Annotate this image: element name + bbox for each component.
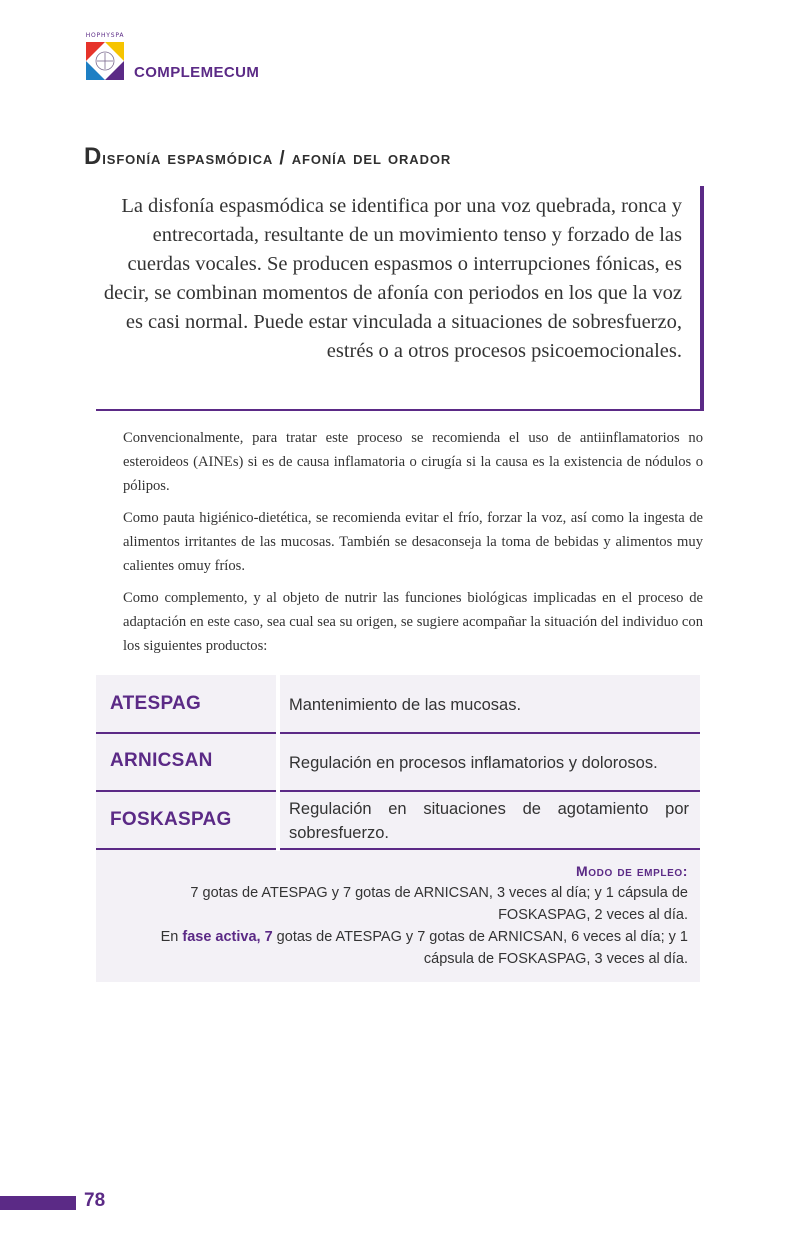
usage-rest: gotas de ATESPAG y 7 gotas de ARNICSAN, 6 veces al día; y 1	[272, 929, 688, 945]
column-divider	[276, 675, 280, 732]
column-divider	[276, 792, 280, 848]
intro-text: La disfonía espasmódica se identifica por una voz quebrada, ronca y entrecortada, resultante de un movimiento tenso y forzado de las cuerdas vocales. Se producen espasmos o interrupciones fónicas, es decir, se combinan momentos de afonía con periodos en los que la voz es casi normal. Puede estar vinculada a situaciones de sobresfuerzo, estrés o a otros procesos psicoemocionales.	[103, 195, 682, 362]
body-text	[123, 426, 703, 666]
active-phase-highlight: fase activa, 7	[182, 929, 273, 945]
logo-mark-icon	[86, 42, 124, 80]
footer-bar	[0, 1196, 76, 1210]
products-table	[96, 675, 700, 982]
product-name: ARNICSAN	[110, 750, 213, 771]
usage-instructions	[96, 860, 700, 970]
brand-title: COMPLEMECUM	[134, 64, 260, 81]
usage-line: 7 gotas de ATESPAG y 7 gotas de ARNICSAN, 3 veces al día; y 1 cápsula de	[190, 885, 688, 901]
product-name: FOSKASPAG	[110, 809, 232, 830]
usage-line: cápsula de FOSKASPAG, 3 veces al día.	[423, 951, 688, 967]
hophyspa-logo	[84, 32, 126, 82]
product-desc: Regulación en procesos inflamatorios y dolorosos.	[289, 754, 658, 772]
logo-text: HOPHYSPA	[85, 32, 125, 39]
page-number: 78	[84, 1190, 106, 1211]
row-divider	[96, 848, 700, 850]
product-row	[96, 792, 700, 848]
title-initial: D	[84, 143, 103, 170]
paragraph-complement: Como complemento, y al objeto de nutrir las funciones biológicas implicadas en el proceso de adaptación en este caso, sea cual sea su origen, se sugiere acompañar la situación del individuo con los siguientes productos:	[123, 590, 703, 654]
product-desc: Mantenimiento de las mucosas.	[289, 696, 522, 714]
paragraph-conventional: Convencionalmente, para tratar este proceso se recomienda el uso de antiinflamatorios no esteroideos (AINEs) si es de causa inflamatoria o cirugía si la causa es la existencia de nódulos o pólipos.	[123, 430, 703, 494]
column-divider	[276, 734, 280, 790]
intro-box	[96, 186, 704, 411]
usage-prefix: En	[160, 929, 183, 945]
product-name: ATESPAG	[110, 693, 202, 714]
page-title	[84, 143, 451, 171]
usage-line	[96, 926, 688, 948]
usage-line: FOSKASPAG, 2 veces al día.	[498, 907, 688, 923]
product-row	[96, 734, 700, 790]
usage-heading: Modo de empleo:	[576, 863, 688, 879]
paragraph-hygiene: Como pauta higiénico-dietética, se recomienda evitar el frío, forzar la voz, así como la ingesta de alimentos irritantes de las mucosas. También se desaconseja la toma de bebidas y alimentos muy calientes omuy fríos.	[123, 510, 703, 574]
title-rest: isfonía espasmódica / afonía del orador	[102, 148, 452, 169]
product-row	[96, 675, 700, 732]
product-desc: Regulación en situaciones de agotamiento por sobresfuerzo.	[289, 800, 689, 842]
